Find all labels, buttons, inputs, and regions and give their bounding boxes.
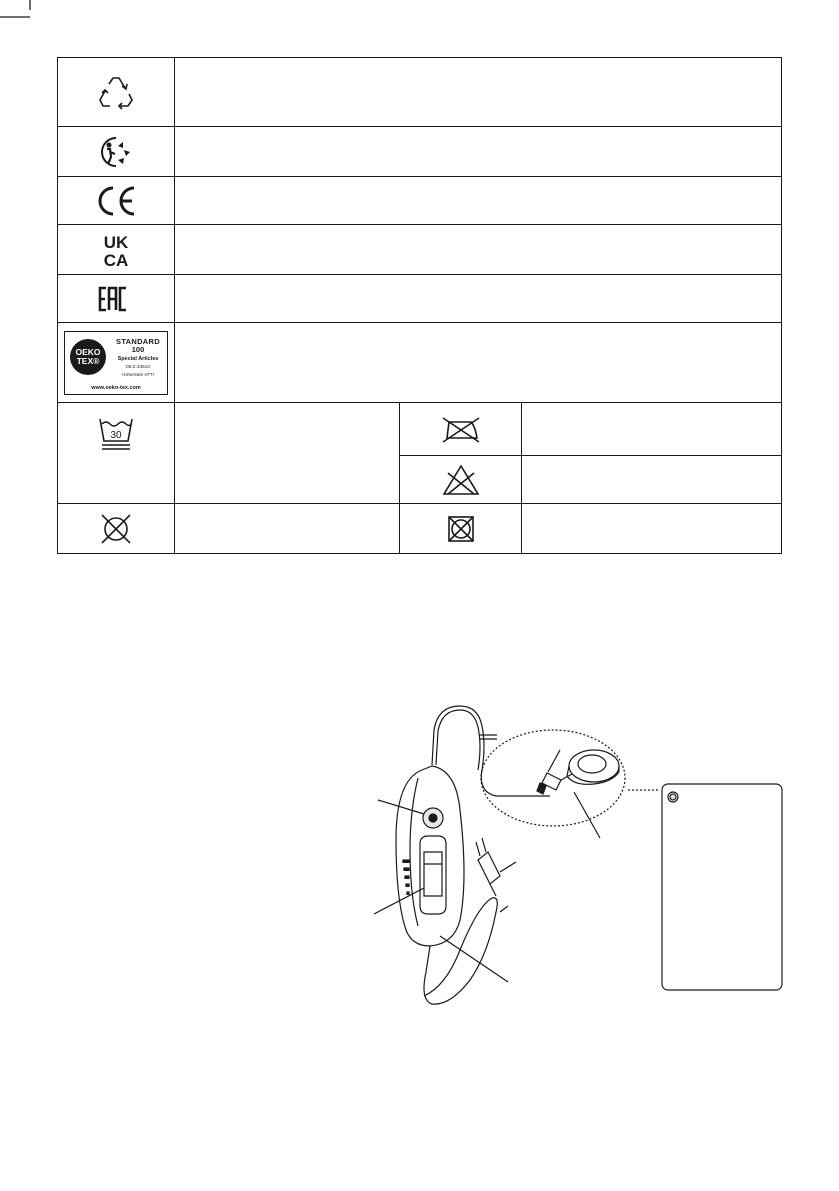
- do-not-iron-icon: [439, 414, 483, 444]
- wash-30-icon: [96, 411, 136, 451]
- symbol-row: [58, 323, 782, 403]
- oeko-product-class: Special Articles: [117, 355, 159, 362]
- wash-temperature: 30: [110, 430, 122, 441]
- ukca-line-2: CA: [103, 250, 129, 270]
- triman-icon: [96, 134, 136, 170]
- do-not-bleach-icon: [441, 463, 481, 497]
- symbol-description: [175, 225, 782, 275]
- symbol-row: [58, 275, 782, 323]
- care-description: [522, 504, 782, 554]
- care-description: [522, 456, 782, 504]
- symbol-description: [175, 275, 782, 323]
- oeko-tex-logo: OEKO TEX®: [70, 339, 106, 375]
- care-row: [58, 403, 782, 456]
- care-row: [58, 504, 782, 554]
- oeko-website: www.oeko-tex.com: [91, 384, 141, 391]
- oeko-tex-label: [64, 331, 168, 395]
- do-not-dry-clean-icon: [98, 511, 134, 547]
- symbol-row: [58, 58, 782, 127]
- symbol-description: [175, 323, 782, 403]
- symbols-table: [57, 57, 782, 554]
- oeko-standard: STANDARD: [116, 336, 160, 346]
- symbol-description: [175, 177, 782, 225]
- symbol-row: [58, 127, 782, 177]
- symbol-description: [175, 58, 782, 127]
- symbol-row: [58, 177, 782, 225]
- oeko-certificate: 06.0.43510: [125, 364, 150, 370]
- recycling-triangle-icon: [96, 72, 136, 112]
- care-description: [175, 403, 400, 504]
- care-description: [522, 403, 782, 456]
- ukca-mark-icon: [96, 230, 136, 270]
- oeko-standard-number: 100: [131, 344, 145, 354]
- symbol-description: [175, 127, 782, 177]
- symbol-row: [58, 225, 782, 275]
- cut-mark: [0, 0, 40, 40]
- heating-pad-controller-diagram: [360, 700, 790, 1020]
- eac-mark-icon: [96, 284, 136, 314]
- care-description: [175, 504, 400, 554]
- ce-mark-icon: [94, 184, 138, 218]
- ukca-line-1: UK: [103, 232, 129, 252]
- do-not-tumble-dry-icon: [443, 511, 479, 547]
- oeko-institute: Hohenstein HTTI: [122, 371, 154, 377]
